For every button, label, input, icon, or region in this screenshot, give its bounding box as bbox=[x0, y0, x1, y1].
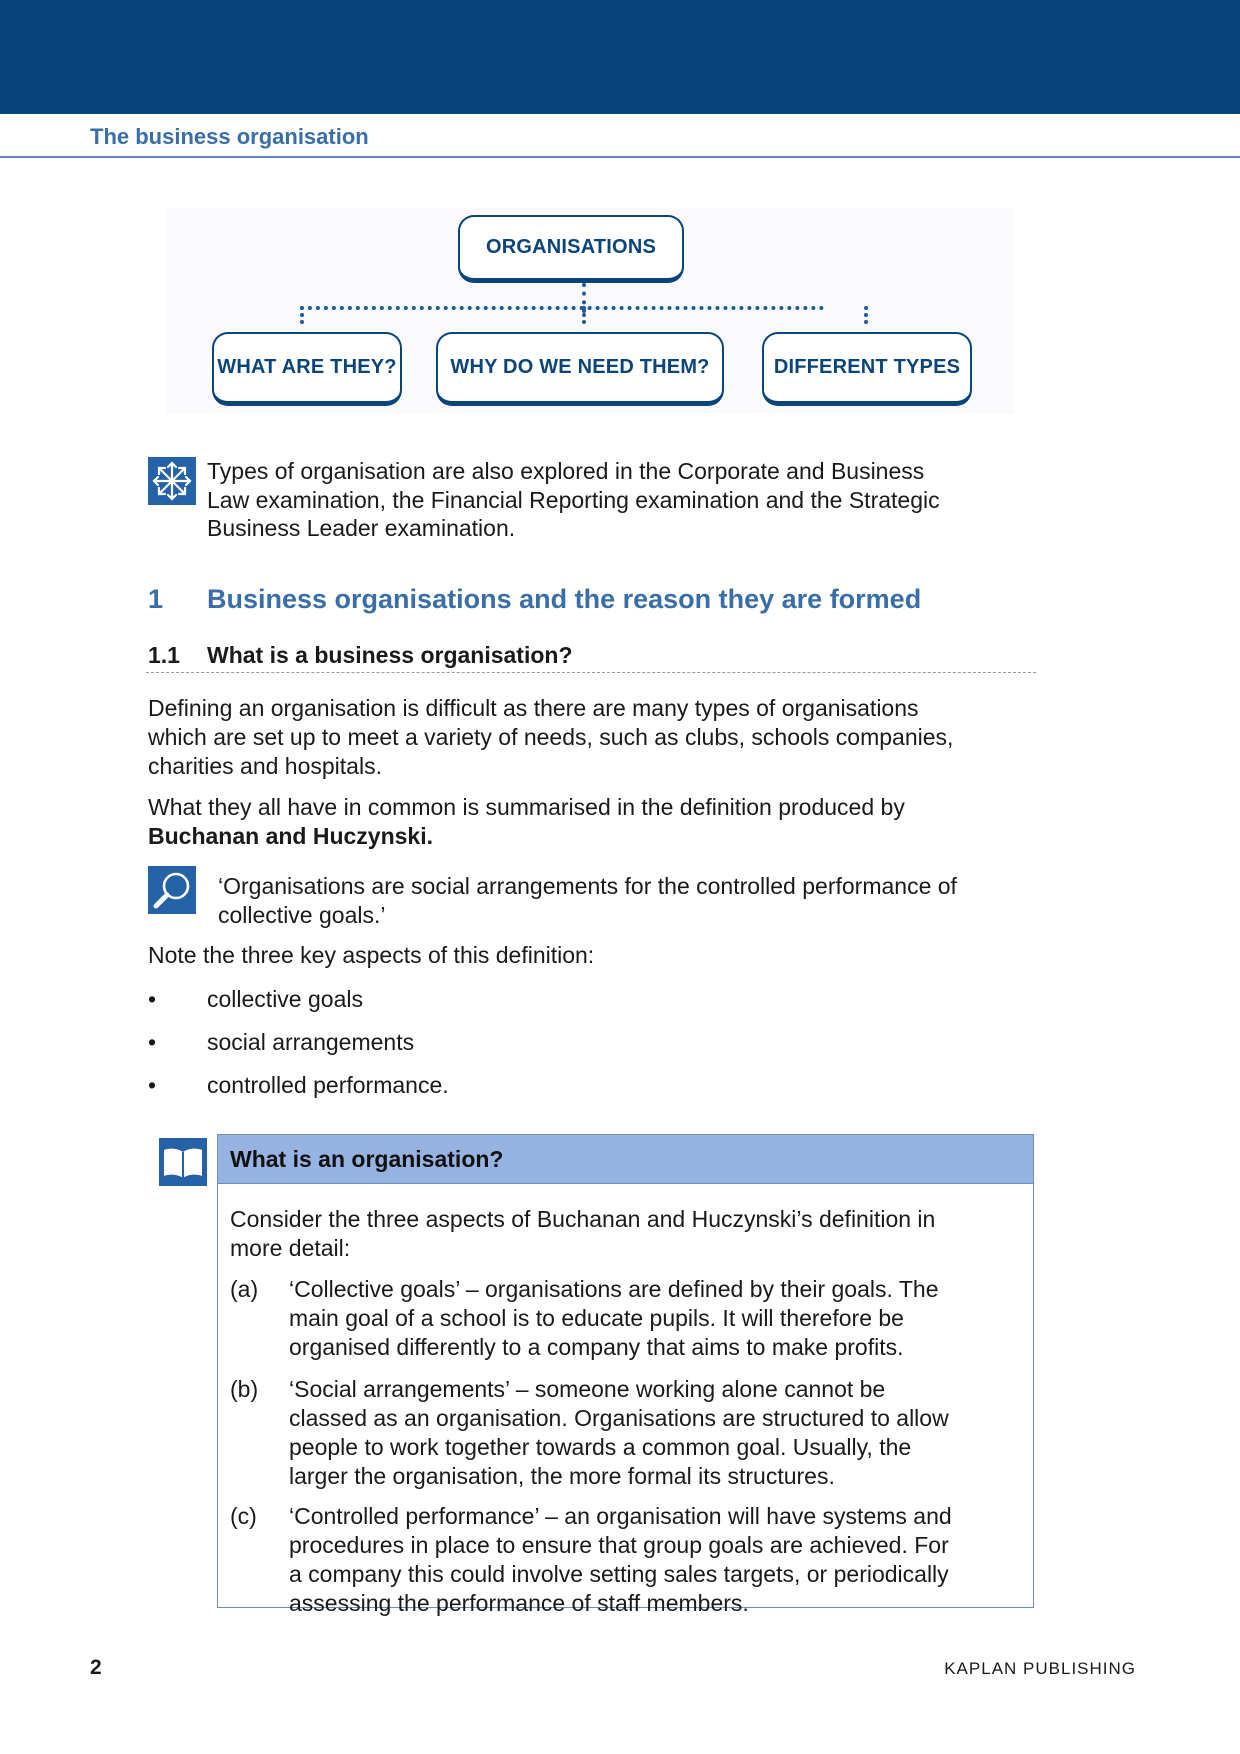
item-label: (a) bbox=[230, 1276, 259, 1302]
quote-line: ‘Organisations are social arrangements for the controlled performance of bbox=[218, 873, 957, 899]
expand-arrows-icon bbox=[148, 457, 196, 505]
item-line: main goal of a school is to educate pupils. It will therefore be bbox=[289, 1305, 904, 1331]
diagram-connector-horizontal bbox=[300, 306, 824, 310]
paragraph-line: which are set up to meet a variety of needs, such as clubs, schools companies, bbox=[148, 724, 954, 750]
publisher-name: KAPLAN PUBLISHING bbox=[944, 1659, 1136, 1678]
note-line: Business Leader examination. bbox=[207, 515, 516, 541]
item-line: a company this could involve setting sales targets, or periodically bbox=[289, 1561, 949, 1587]
paragraph-line: What they all have in common is summarised in the definition produced by bbox=[148, 794, 905, 820]
running-title: The business organisation bbox=[90, 124, 369, 149]
item-line: classed as an organisation. Organisations are structured to allow bbox=[289, 1405, 949, 1431]
item-text bbox=[289, 1502, 1019, 1618]
item-text bbox=[289, 1375, 1019, 1491]
diagram-connector-right bbox=[864, 306, 868, 324]
item-line: ‘Controlled performance’ – an organisation will have systems and bbox=[289, 1503, 952, 1529]
diagram-child-box: DIFFERENT TYPES bbox=[762, 332, 972, 406]
bullet-item: controlled performance. bbox=[207, 1072, 449, 1098]
item-line: ‘Social arrangements’ – someone working alone cannot be bbox=[289, 1376, 886, 1402]
item-label: (b) bbox=[230, 1376, 259, 1402]
item-line: assessing the performance of staff members. bbox=[289, 1590, 749, 1616]
paragraph bbox=[148, 793, 905, 851]
note-line: Types of organisation are also explored in the Corporate and Business bbox=[207, 458, 925, 484]
author-names: Buchanan and Huczynski. bbox=[148, 823, 434, 849]
organisations-diagram bbox=[166, 208, 1014, 414]
bullet: • bbox=[148, 1072, 157, 1098]
subsection-title: What is a business organisation? bbox=[207, 642, 573, 668]
intro-line: Consider the three aspects of Buchanan and Huczynski’s definition in bbox=[230, 1206, 936, 1232]
bullet: • bbox=[148, 986, 157, 1012]
definition-quote bbox=[218, 872, 957, 930]
illustration-box bbox=[217, 1134, 1034, 1616]
diagram-connector-middle bbox=[582, 306, 586, 324]
intro-line: more detail: bbox=[230, 1235, 351, 1261]
item-line: organised differently to a company that aims to make profits. bbox=[289, 1334, 904, 1360]
open-book-icon bbox=[159, 1138, 207, 1186]
page-number: 2 bbox=[90, 1656, 102, 1679]
paragraph bbox=[148, 694, 953, 781]
header-rule bbox=[0, 156, 1240, 158]
illustration-title: What is an organisation? bbox=[218, 1135, 1033, 1184]
subsection-rule bbox=[146, 672, 1036, 673]
diagram-child-box: WHAT ARE THEY? bbox=[212, 332, 402, 406]
header-band bbox=[0, 0, 1240, 114]
item-label: (c) bbox=[230, 1503, 257, 1529]
bullet-item: collective goals bbox=[207, 986, 363, 1012]
cross-reference-note bbox=[207, 457, 940, 543]
section-title: Business organisations and the reason they are formed bbox=[207, 584, 922, 614]
key-aspects-intro: Note the three key aspects of this definition: bbox=[148, 942, 595, 968]
paragraph-line: charities and hospitals. bbox=[148, 753, 382, 779]
quote-line: collective goals.’ bbox=[218, 902, 386, 928]
item-text bbox=[289, 1275, 1019, 1362]
section-number: 1 bbox=[148, 584, 164, 614]
diagram-connector-left bbox=[300, 306, 304, 324]
item-line: ‘Collective goals’ – organisations are defined by their goals. The bbox=[289, 1276, 939, 1302]
item-line: larger the organisation, the more formal its structures. bbox=[289, 1463, 835, 1489]
subsection-number: 1.1 bbox=[148, 642, 180, 668]
item-line: people to work together towards a common goal. Usually, the bbox=[289, 1434, 912, 1460]
bullet: • bbox=[148, 1029, 157, 1055]
magnifier-icon bbox=[148, 866, 196, 914]
item-line: procedures in place to ensure that group goals are achieved. For bbox=[289, 1532, 949, 1558]
diagram-root-box: ORGANISATIONS bbox=[458, 215, 684, 283]
bullet-item: social arrangements bbox=[207, 1029, 415, 1055]
paragraph-line: Defining an organisation is difficult as there are many types of organisations bbox=[148, 695, 919, 721]
illustration-intro bbox=[230, 1205, 1021, 1263]
note-line: Law examination, the Financial Reporting examination and the Strategic bbox=[207, 486, 940, 513]
diagram-child-box: WHY DO WE NEED THEM? bbox=[436, 332, 724, 406]
